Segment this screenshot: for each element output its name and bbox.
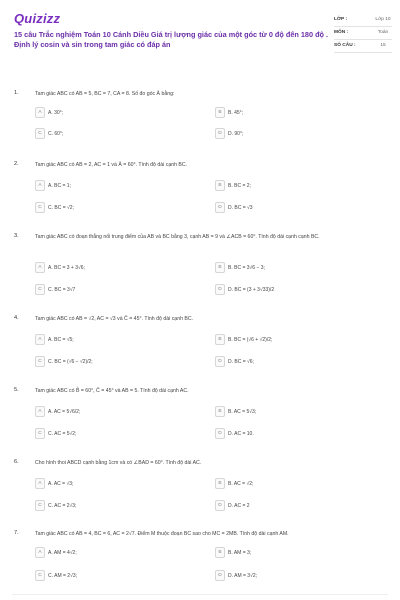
option-b[interactable] [215, 406, 365, 417]
option-text: C. AM = 2√3; [48, 572, 78, 579]
option-letter-b: B [215, 547, 225, 558]
option-text: C. BC = (√6 − √2)/2; [48, 358, 93, 365]
option-text: B. AC = √2; [228, 480, 254, 487]
option-a[interactable] [35, 547, 185, 558]
option-c[interactable] [35, 202, 185, 213]
meta-class-row [334, 14, 392, 27]
option-d[interactable] [215, 356, 365, 367]
question-text: Tam giác ABC có B̂ = 60°, Ĉ = 45° và AB = 5. Tính độ dài cạnh AC. [35, 388, 189, 394]
option-text: D. BC = √6; [228, 358, 254, 365]
option-letter-d: D [215, 284, 225, 295]
option-text: A. AM = 4√2; [48, 549, 77, 556]
option-b[interactable] [215, 180, 365, 191]
option-letter-b: B [215, 180, 225, 191]
question-text: Tam giác ABC có AB = √2, AC = √3 và Ĉ = 45°. Tính độ dài cạnh BC. [35, 316, 194, 322]
meta-class-value: Lớp 10 [375, 17, 391, 22]
option-text: B. BC = 3√6 − 3; [228, 264, 265, 271]
option-a[interactable] [35, 478, 185, 489]
option-text: A. BC = 3 + 3√6; [48, 264, 85, 271]
option-letter-d: D [215, 202, 225, 213]
quizizz-logo: Quizizz [14, 11, 61, 26]
option-text: B. AM = 3; [228, 549, 252, 556]
option-letter-d: D [215, 356, 225, 367]
page-divider [12, 594, 388, 595]
question-text: Cho hình thoi ABCD cạnh bằng 1cm và có ∠BAD = 60°. Tính độ dài AC. [35, 460, 202, 466]
option-text: D. 90°; [228, 130, 244, 137]
question-number: 2. [14, 161, 19, 167]
question-text: Tam giác ABC có đoạn thẳng nối trung điểm của AB và BC bằng 3, cạnh AB = 9 và ∠ACB = 60°. Tính độ dài cạnh cạnh BC. [35, 234, 320, 240]
option-d[interactable] [215, 428, 365, 439]
option-d[interactable] [215, 500, 365, 511]
option-c[interactable] [35, 500, 185, 511]
option-letter-b: B [215, 478, 225, 489]
option-text: C. 60°; [48, 130, 64, 137]
option-letter-c: C [35, 428, 45, 439]
document-title: 15 câu Trắc nghiệm Toán 10 Cánh Diều Giá trị lượng giác của một góc từ 0 độ đến 180 độ . Định lý cosin và sin trong tam giác có đáp án [14, 30, 329, 49]
question-text: Tam giác ABC có AB = 5, BC = 7, CA = 8. Số đo góc Â bằng: [35, 91, 175, 97]
question-text: Tam giác ABC có AB = 2, AC = 1 và Â = 60°. Tính độ dài cạnh BC. [35, 162, 188, 168]
option-letter-a: A [35, 406, 45, 417]
option-text: B. AC = 5√3; [228, 408, 257, 415]
option-text: D. BC = √3 [228, 204, 253, 211]
question-number: 7. [14, 530, 19, 536]
option-a[interactable] [35, 406, 185, 417]
option-letter-b: B [215, 334, 225, 345]
option-b[interactable] [215, 107, 365, 118]
option-a[interactable] [35, 334, 185, 345]
option-text: A. BC = √5; [48, 336, 74, 343]
option-letter-a: A [35, 478, 45, 489]
option-letter-c: C [35, 570, 45, 581]
option-d[interactable] [215, 128, 365, 139]
option-letter-b: B [215, 406, 225, 417]
option-text: D. AM = 3√2; [228, 572, 258, 579]
meta-count-label: SỐ CÂU : [334, 43, 356, 48]
question-text: Tam giác ABC có AB = 4, BC = 6, AC = 2√7. Điểm M thuộc đoạn BC sao cho MC = 2MB. Tính độ dài cạnh AM. [35, 531, 289, 537]
option-c[interactable] [35, 428, 185, 439]
option-text: C. AC = 2√3; [48, 502, 77, 509]
option-b[interactable] [215, 478, 365, 489]
option-letter-c: C [35, 202, 45, 213]
meta-class-label: LỚP : [334, 17, 348, 22]
option-letter-c: C [35, 500, 45, 511]
question-number: 6. [14, 459, 19, 465]
option-d[interactable] [215, 284, 365, 295]
option-text: C. AC = 5√2; [48, 430, 77, 437]
option-b[interactable] [215, 262, 365, 273]
option-text: B. BC = 2; [228, 182, 251, 189]
option-letter-a: A [35, 334, 45, 345]
option-letter-b: B [215, 107, 225, 118]
meta-subject-value: Toán [377, 30, 389, 35]
document-header [0, 0, 400, 72]
option-letter-d: D [215, 500, 225, 511]
question-number: 4. [14, 315, 19, 321]
option-letter-d: D [215, 128, 225, 139]
option-letter-b: B [215, 262, 225, 273]
option-text: C. BC = 3√7 [48, 286, 76, 293]
question-number: 3. [14, 233, 19, 239]
meta-subject-row [334, 27, 392, 40]
question-number: 5. [14, 387, 19, 393]
option-letter-a: A [35, 262, 45, 273]
option-letter-c: C [35, 284, 45, 295]
option-a[interactable] [35, 262, 185, 273]
option-letter-d: D [215, 428, 225, 439]
option-letter-c: C [35, 356, 45, 367]
meta-panel [334, 14, 392, 53]
question-number: 1. [14, 90, 19, 96]
option-text: D. AC = 2 [228, 502, 250, 509]
option-letter-a: A [35, 180, 45, 191]
option-c[interactable] [35, 128, 185, 139]
meta-count-value: 15 [380, 43, 386, 48]
option-a[interactable] [35, 180, 185, 191]
option-text: D. AC = 10. [228, 430, 254, 437]
option-a[interactable] [35, 107, 185, 118]
option-c[interactable] [35, 570, 185, 581]
option-b[interactable] [215, 334, 365, 345]
option-text: A. AC = √3; [48, 480, 74, 487]
option-b[interactable] [215, 547, 365, 558]
option-letter-d: D [215, 570, 225, 581]
option-c[interactable] [35, 356, 185, 367]
option-letter-a: A [35, 547, 45, 558]
option-text: B. BC = (√6 + √2)/2; [228, 336, 273, 343]
option-text: B. 45°; [228, 109, 244, 116]
option-d[interactable] [215, 202, 365, 213]
meta-subject-label: MÔN : [334, 30, 349, 35]
option-d[interactable] [215, 570, 365, 581]
option-text: A. 30°; [48, 109, 64, 116]
meta-count-row [334, 40, 392, 53]
option-text: A. BC = 1; [48, 182, 71, 189]
option-text: D. BC = (3 + 3√33)/2 [228, 286, 275, 293]
option-letter-c: C [35, 128, 45, 139]
option-text: A. AC = 5√6/2; [48, 408, 81, 415]
option-letter-a: A [35, 107, 45, 118]
option-c[interactable] [35, 284, 185, 295]
option-text: C. BC = √2; [48, 204, 74, 211]
